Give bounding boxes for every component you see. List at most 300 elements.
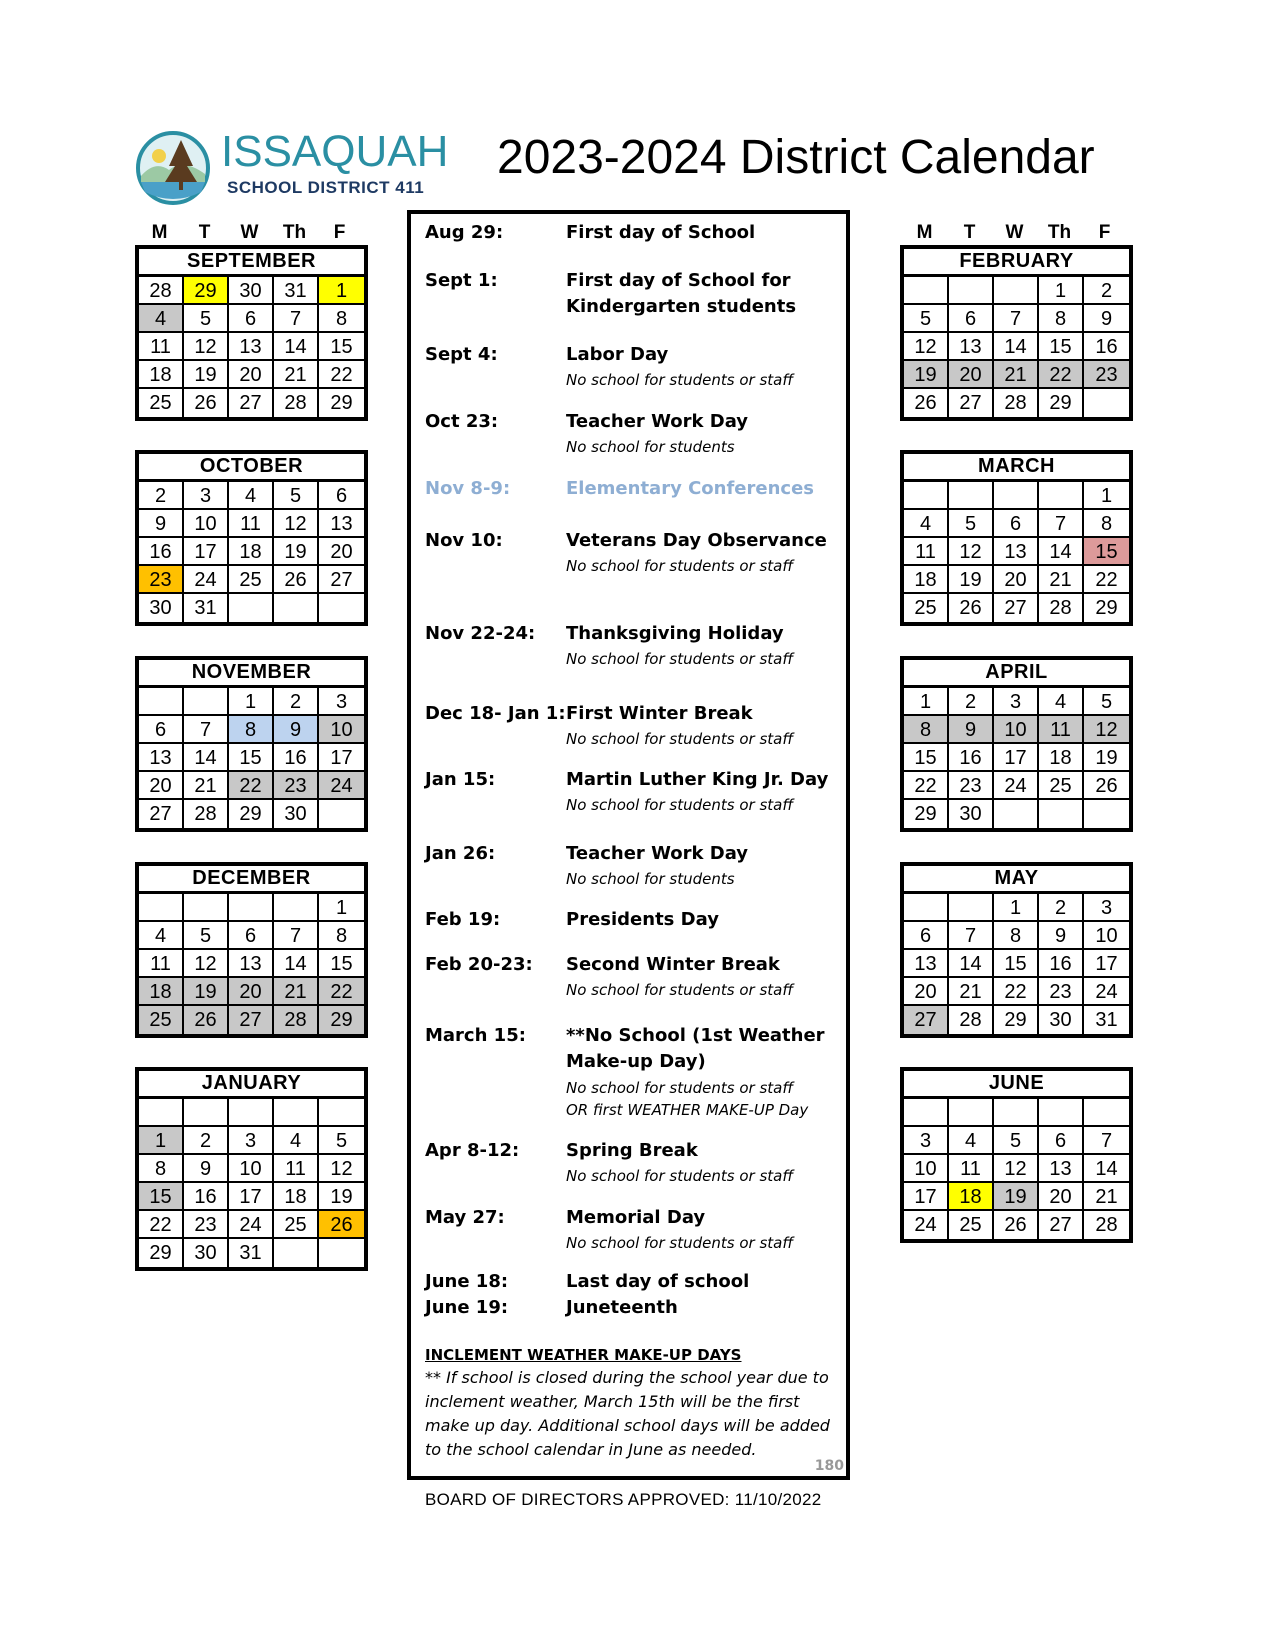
board-approval-footer: BOARD OF DIRECTORS APPROVED: 11/10/2022 [425,1490,822,1509]
day-cell [1039,800,1084,828]
day-cell: 12 [319,1155,364,1183]
day-cell: 19 [949,566,994,594]
day-cell: 18 [139,978,184,1006]
day-cell: 12 [274,510,319,538]
day-cell: 29 [1095,597,1118,619]
day-cell: 22 [904,772,949,800]
day-cell: 26 [904,389,949,417]
day-cell: 24 [904,1211,949,1239]
day-cell: 21 [1039,566,1084,594]
month-title: OCTOBER [139,454,364,482]
day-cell: 18 [949,1183,994,1211]
day-cell: 13 [994,538,1039,566]
day-cell: 5 [274,482,319,510]
district-logo [135,127,449,204]
day-cell: 2 [1039,894,1084,922]
event-date: Nov 22-24: [425,623,536,644]
day-cell: 30 [139,594,184,622]
day-cell: 14 [1084,1155,1129,1183]
event-date: Nov 8-9: [425,478,511,499]
weekday-label: Th [1047,222,1072,243]
day-cell [184,688,229,716]
day-cell: 12 [994,1155,1039,1183]
day-cell: 29 [319,1006,364,1034]
page-title: 2023-2024 District Calendar [497,131,1095,184]
day-cell: 25 [1039,772,1084,800]
event-name: Second Winter Break [566,954,780,975]
day-cell [274,594,319,622]
weekday-label: W [240,222,259,243]
day-cell: 21 [274,361,319,389]
day-cell: 24 [994,772,1039,800]
day-cell: 21 [1084,1183,1129,1211]
day-cell: 20 [949,361,994,389]
day-cell: 3 [994,688,1039,716]
day-cell: 3 [319,688,364,716]
day-cell: 15 [139,1183,184,1211]
month-title: DECEMBER [139,866,364,894]
day-cell: 12 [184,333,229,361]
day-cell: 19 [319,1183,364,1211]
day-cell: 21 [994,361,1039,389]
day-cell: 24 [1084,978,1129,1006]
day-cell [319,800,364,828]
day-cell: 8 [319,305,364,333]
day-cell: 27 [1039,1211,1084,1239]
day-cell: 12 [904,333,949,361]
day-cell: 19 [1084,744,1129,772]
day-cell: 5 [904,305,949,333]
day-cell: 7 [1084,1127,1129,1155]
day-cell: 29 [229,800,274,828]
event-date: Apr 8-12: [425,1140,520,1161]
month-day-grid [139,894,364,1034]
day-cell: 30 [949,800,994,828]
event-date: Feb 20-23: [425,954,533,975]
day-cell: 13 [904,950,949,978]
day-cell: 11 [1039,716,1084,744]
inclement-title: INCLEMENT WEATHER MAKE-UP DAYS [425,1346,742,1364]
day-cell: 15 [994,950,1039,978]
day-cell: 8 [994,922,1039,950]
day-cell [139,894,184,922]
day-cell: 6 [139,716,184,744]
day-cell [184,1099,229,1127]
month-day-grid [904,1099,1129,1239]
day-cell: 22 [229,772,274,800]
day-cell: 29 [184,277,229,305]
month-december [135,862,368,1038]
weekday-label: Th [282,222,307,243]
month-title: NOVEMBER [139,660,364,688]
event-name: Last day of school [566,1271,750,1292]
day-cell [274,894,319,922]
weekday-label: W [1005,222,1024,243]
day-cell: 28 [1095,1214,1118,1236]
day-cell: 11 [139,950,184,978]
day-cell: 14 [994,333,1039,361]
day-cell: 29 [1039,389,1084,417]
month-day-grid [139,688,364,828]
day-cell: 24 [319,772,364,800]
day-cell: 27 [139,800,184,828]
day-cell: 7 [949,922,994,950]
day-cell [319,594,364,622]
day-cell: 8 [1084,510,1129,538]
day-cell: 8 [319,922,364,950]
event-date: Nov 10: [425,530,503,551]
day-cell [904,894,949,922]
day-cell: 3 [904,1127,949,1155]
day-cell: 9 [1039,922,1084,950]
day-cell: 10 [904,1155,949,1183]
day-cell: 1 [904,688,949,716]
month-title: JANUARY [139,1071,364,1099]
day-cell: 4 [1039,688,1084,716]
month-february [900,245,1133,421]
day-cell: 2 [949,688,994,716]
day-cell: 30 [1039,1006,1084,1034]
day-cell: 10 [319,716,364,744]
day-cell: 29 [330,392,353,414]
event-note: No school for students or staff [566,730,794,748]
event-date: Sept 1: [425,270,498,291]
day-cell: 31 [229,1239,274,1267]
event-name: Teacher Work Day [566,411,749,432]
day-cell: 30 [274,800,319,828]
month-day-grid [139,1099,364,1267]
day-cell: 17 [994,744,1039,772]
school-day-count: 180 [814,1458,844,1474]
day-cell: 25 [274,1211,319,1239]
day-cell: 11 [139,333,184,361]
day-cell: 20 [139,772,184,800]
weekday-label: T [198,222,211,243]
month-january [135,1067,368,1271]
day-cell: 27 [229,1006,274,1034]
day-cell: 23 [274,772,319,800]
day-cell: 3 [1084,894,1129,922]
day-cell: 4 [274,1127,319,1155]
event-name: Martin Luther King Jr. Day [566,769,829,790]
day-cell: 11 [274,1155,319,1183]
day-cell: 18 [229,538,274,566]
day-cell: 13 [139,744,184,772]
day-cell: 19 [994,1183,1039,1211]
day-cell: 10 [1084,922,1129,950]
month-march [900,450,1133,626]
day-cell: 16 [184,1183,229,1211]
day-cell: 20 [229,978,274,1006]
event-name: Spring Break [566,1140,698,1161]
event-name: Juneteenth [566,1297,678,1318]
day-cell: 26 [949,594,994,622]
day-cell: 6 [1039,1127,1084,1155]
day-cell: 25 [139,389,184,417]
day-cell: 13 [1039,1155,1084,1183]
day-cell [274,1239,319,1267]
day-cell: 1 [319,894,364,922]
day-cell: 4 [229,482,274,510]
day-cell: 26 [994,1211,1039,1239]
event-date: Dec 18- Jan 1: [425,703,566,724]
weekday-label: F [333,222,346,243]
day-cell: 26 [274,566,319,594]
day-cell: 13 [949,333,994,361]
day-cell [319,1099,364,1127]
events-panel [407,210,850,1480]
day-cell: 4 [904,510,949,538]
day-cell: 28 [184,800,229,828]
month-day-grid [904,688,1129,828]
weekday-label: F [1098,222,1111,243]
day-cell: 22 [139,1211,184,1239]
day-cell: 15 [1039,333,1084,361]
day-cell [1084,800,1129,828]
day-cell: 29 [139,1239,184,1267]
day-cell: 7 [1039,510,1084,538]
day-cell: 27 [319,566,364,594]
day-cell: 17 [319,744,364,772]
day-cell [949,277,994,305]
day-cell: 17 [229,1183,274,1211]
month-day-grid [139,482,364,622]
day-cell: 17 [184,538,229,566]
month-title: JUNE [904,1071,1129,1099]
day-cell: 28 [139,277,184,305]
day-cell: 22 [319,978,364,1006]
day-cell [1084,389,1129,417]
day-cell: 14 [184,744,229,772]
day-cell: 22 [1084,566,1129,594]
day-cell: 6 [229,305,274,333]
event-name: Teacher Work Day [566,843,749,864]
day-cell: 2 [184,1127,229,1155]
day-cell: 31 [184,594,229,622]
day-cell: 31 [1095,1009,1118,1031]
day-cell: 16 [139,538,184,566]
day-cell [229,594,274,622]
day-cell: 23 [184,1211,229,1239]
event-date: May 27: [425,1207,505,1228]
day-cell [994,482,1039,510]
day-cell: 6 [904,922,949,950]
event-date: Jan 26: [425,843,496,864]
day-cell: 14 [274,333,319,361]
day-cell: 17 [904,1183,949,1211]
day-cell: 24 [229,1211,274,1239]
day-cell: 27 [949,389,994,417]
day-cell: 20 [229,361,274,389]
event-note: No school for students or staff [566,1234,794,1252]
month-june [900,1067,1133,1243]
event-note: No school for students or staff [566,650,794,668]
day-cell: 10 [229,1155,274,1183]
month-title: MAY [904,866,1129,894]
day-cell: 7 [184,716,229,744]
event-name: Memorial Day [566,1207,706,1228]
day-cell: 13 [229,333,274,361]
event-note: No school for students or staff [566,796,794,814]
month-day-grid [904,277,1129,417]
month-title: MARCH [904,454,1129,482]
day-cell: 28 [949,1006,994,1034]
day-cell [994,800,1039,828]
event-name: Veterans Day Observance [566,530,827,551]
day-cell: 5 [184,922,229,950]
day-cell [994,1099,1039,1127]
day-cell: 14 [1039,538,1084,566]
day-cell: 28 [1039,594,1084,622]
day-cell: 5 [319,1127,364,1155]
day-cell: 8 [1039,305,1084,333]
event-name: **No School (1st Weather Make-up Day) [566,1025,825,1072]
day-cell: 27 [904,1006,949,1034]
day-cell: 14 [949,950,994,978]
day-cell [904,277,949,305]
weekday-label: T [963,222,976,243]
day-cell [1039,482,1084,510]
day-cell: 6 [994,510,1039,538]
event-note: No school for students or staff [566,557,794,575]
day-cell: 29 [904,800,949,828]
logo-subtitle: SCHOOL DISTRICT 411 [227,178,425,197]
day-cell: 4 [949,1127,994,1155]
weekday-label: M [151,222,168,243]
month-october [135,450,368,626]
day-cell: 21 [949,978,994,1006]
day-cell: 9 [1084,305,1129,333]
event-date: Jan 15: [425,769,496,790]
day-cell: 10 [184,510,229,538]
day-cell: 23 [1084,361,1129,389]
day-cell: 9 [139,510,184,538]
day-cell: 24 [184,566,229,594]
day-cell: 20 [1039,1183,1084,1211]
day-cell: 19 [184,361,229,389]
event-date: Sept 4: [425,344,498,365]
day-cell: 18 [904,566,949,594]
day-cell: 8 [139,1155,184,1183]
event-name: Elementary Conferences [566,478,815,499]
day-cell: 18 [1039,744,1084,772]
day-cell: 20 [994,566,1039,594]
day-cell: 26 [184,1006,229,1034]
event-date: March 15: [425,1025,526,1046]
day-cell [139,1099,184,1127]
day-cell: 20 [904,978,949,1006]
day-cell: 23 [1039,978,1084,1006]
inclement-body: ** If school is closed during the school year due to inclement weather, March 15th will be the first make up day. Additional school days will be added to the school calendar in June as needed. [425,1368,830,1459]
day-cell: 7 [274,922,319,950]
day-cell: 5 [184,305,229,333]
day-cell: 22 [994,978,1039,1006]
day-cell [949,482,994,510]
day-cell: 2 [1084,277,1129,305]
day-cell: 26 [1084,772,1129,800]
day-cell: 26 [184,389,229,417]
day-cell: 31 [274,277,319,305]
event-note: No school for students or staff [566,981,794,999]
day-cell: 11 [949,1155,994,1183]
day-cell: 7 [994,305,1039,333]
day-cell: 27 [229,389,274,417]
day-cell: 25 [139,1006,184,1034]
day-cell: 15 [904,744,949,772]
month-november [135,656,368,832]
day-cell: 20 [319,538,364,566]
day-cell: 12 [184,950,229,978]
day-cell: 25 [949,1211,994,1239]
day-cell: 28 [274,1006,319,1034]
event-date: June 18: [425,1271,509,1292]
day-cell: 19 [184,978,229,1006]
day-cell: 13 [319,510,364,538]
day-cell: 22 [319,361,364,389]
day-cell: 5 [949,510,994,538]
day-cell [229,894,274,922]
day-cell: 28 [274,389,319,417]
day-cell: 3 [184,482,229,510]
event-note: No school for students or staff OR first WEATHER MAKE-UP Day [566,1079,809,1119]
day-cell: 5 [994,1127,1039,1155]
day-cell: 3 [229,1127,274,1155]
day-cell: 19 [274,538,319,566]
month-title: SEPTEMBER [139,249,364,277]
day-cell [229,1099,274,1127]
day-cell: 30 [184,1239,229,1267]
weekday-header-right [902,222,1127,244]
day-cell [904,482,949,510]
day-cell: 12 [949,538,994,566]
day-cell: 19 [904,361,949,389]
day-cell [319,1239,364,1267]
day-cell [274,1099,319,1127]
day-cell: 16 [1084,333,1129,361]
weekday-label: M [916,222,933,243]
event-date: Aug 29: [425,222,504,243]
day-cell [184,894,229,922]
month-title: APRIL [904,660,1129,688]
day-cell [904,1099,949,1127]
event-name: First Winter Break [566,703,753,724]
day-cell [949,1099,994,1127]
month-may [900,862,1133,1038]
logo-wordmark: ISSAQUAH [221,127,449,176]
day-cell: 1 [1084,482,1129,510]
day-cell: 23 [139,566,184,594]
day-cell: 6 [949,305,994,333]
day-cell [1039,1099,1084,1127]
day-cell: 15 [319,950,364,978]
month-april [900,656,1133,832]
day-cell: 21 [184,772,229,800]
day-cell: 22 [1039,361,1084,389]
day-cell: 10 [994,716,1039,744]
day-cell: 2 [274,688,319,716]
day-cell: 30 [229,277,274,305]
event-name: Labor Day [566,344,669,365]
day-cell: 2 [139,482,184,510]
day-cell: 29 [994,1006,1039,1034]
month-september [135,245,368,421]
event-date: Oct 23: [425,411,499,432]
day-cell: 4 [139,922,184,950]
month-day-grid [904,894,1129,1034]
day-cell: 15 [229,744,274,772]
day-cell: 6 [319,482,364,510]
day-cell: 18 [274,1183,319,1211]
